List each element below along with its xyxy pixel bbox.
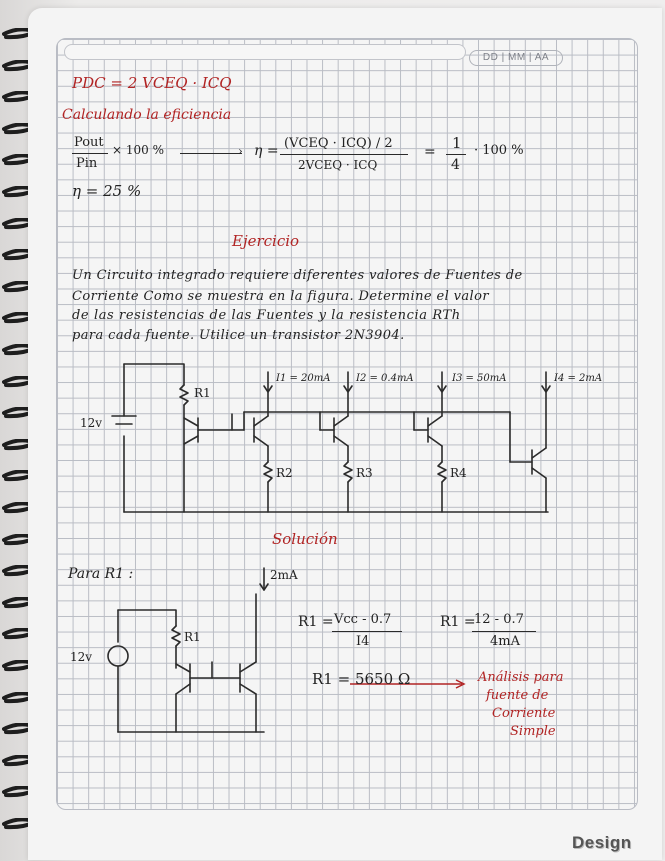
eff-frac-num: 1 (452, 134, 462, 152)
solution-note-4: Simple (510, 724, 556, 739)
circuit1-i3: I3 = 50mA (452, 373, 507, 384)
circuit1-i4: I4 = 2mA (554, 373, 603, 384)
eff-left-tail: × 100 % (112, 143, 164, 157)
eq1-lhs: R1 = (298, 614, 334, 630)
frac-line (332, 631, 402, 632)
eff-left-den: Pin (76, 156, 98, 171)
solution-result: R1 = 5650 Ω (312, 670, 411, 688)
circuit1-i1: I1 = 20mA (276, 373, 331, 384)
circuit1-r3: R3 (356, 466, 373, 480)
eff-eta: η = (254, 143, 279, 159)
brand-logo: Design (572, 833, 632, 852)
eff-den: 2VCEQ · ICQ (298, 158, 378, 172)
exercise-line-4: para cada fuente. Utilice un transistor 2N3904. (72, 328, 405, 343)
eff-frac-den: 4 (451, 157, 460, 173)
exercise-line-2: Corriente Como se muestra en la figura. Determine el valor (72, 289, 489, 304)
exercise-line-1: Un Circuito integrado requiere diferentes valores de Fuentes de (72, 268, 523, 283)
solution-heading: Solución (272, 530, 338, 548)
circuit1-voltage: 12v (80, 416, 103, 430)
solution-note-3: Corriente (492, 706, 556, 721)
voltage-source (108, 646, 128, 666)
arrow-head-icon: › (238, 144, 243, 158)
solution-current: 2mA (270, 568, 298, 582)
exercise-heading: Ejercicio (232, 232, 300, 250)
eq2-lhs: R1 = (440, 614, 476, 630)
wire (118, 610, 176, 626)
solution-para: Para R1 : (68, 566, 134, 582)
resistor-r1 (172, 626, 180, 646)
calc-heading: Calculando la eficiencia (62, 107, 232, 123)
eff-left-num: Pout (74, 135, 104, 150)
eq1-num: Vcc - 0.7 (334, 612, 392, 627)
frac-line (472, 631, 536, 632)
eta-result: η = 25 % (72, 182, 142, 200)
solution-r1-label: R1 (184, 630, 201, 644)
circuit1-r4: R4 (450, 466, 467, 480)
eq2-num: 12 - 0.7 (474, 612, 524, 627)
date-tag: DD | MM | AA (469, 50, 563, 66)
solution-voltage: 12v (70, 650, 93, 664)
eff-tail: · 100 % (474, 143, 524, 158)
circuit1-r1: R1 (194, 386, 211, 400)
solution-note-2: fuente de (486, 688, 549, 703)
eq1-den: I4 (356, 634, 370, 649)
eq2-den: 4mA (490, 634, 520, 649)
solution-note-1: Análisis para (478, 670, 564, 685)
pdc-formula: PDC = 2 VCEQ · ICQ (72, 74, 232, 92)
eff-eq: = (424, 144, 436, 160)
eff-num: (VCEQ · ICQ) / 2 (284, 136, 393, 151)
exercise-line-3: de las resistencias de las Fuentes y la resistencia RTh (72, 308, 461, 323)
circuit1-i2: I2 = 0.4mA (356, 373, 414, 384)
circuit1-r2: R2 (276, 466, 293, 480)
